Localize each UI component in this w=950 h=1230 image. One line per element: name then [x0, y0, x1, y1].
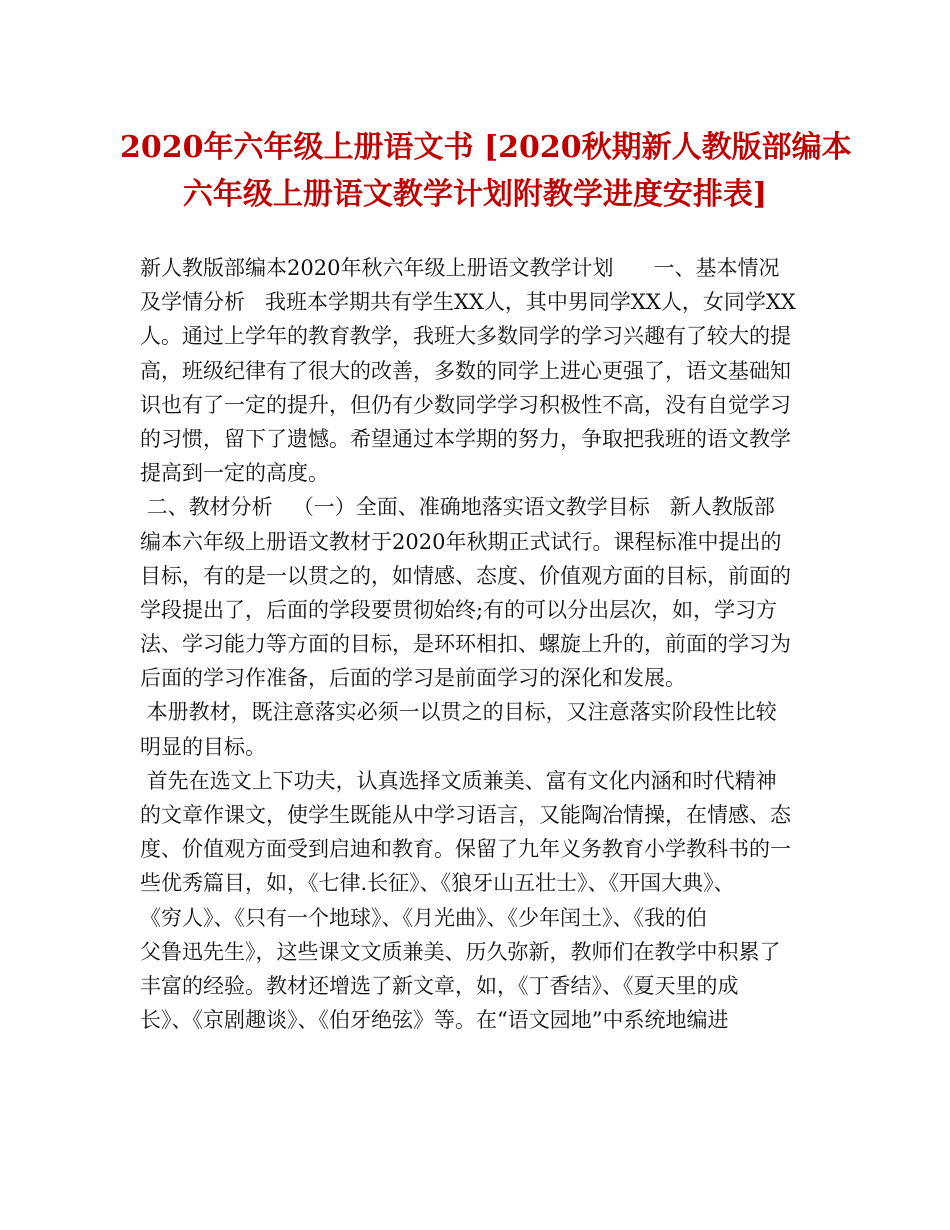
- body-line: 提高到一定的高度。: [140, 461, 329, 486]
- body-line: 识也有了一定的提升，但仍有少数同学学习积极性不高，没有自觉学习: [140, 392, 791, 417]
- body-line: 些优秀篇目，如，《七律.长征》、《狼牙山五壮士》、《开国大典》、: [140, 871, 735, 896]
- body-line: 高，班级纪律有了很大的改善，多数的同学上进心更强了，语文基础知: [140, 358, 791, 383]
- body-line: 的文章作课文，使学生既能从中学习语言，又能陶冶情操，在情感、态: [140, 803, 791, 827]
- body-line: 明显的目标。: [140, 734, 266, 759]
- body-line: 丰富的经验。教材还增选了新文章，如，《丁香结》、《夏天里的成: [140, 973, 739, 998]
- body-line: 及学情分析 我班本学期共有学生XX人，其中男同学XX人，女同学XX: [140, 290, 796, 315]
- body-line: 目标，有的是一以贯之的，如情感、态度、价值观方面的目标，前面的: [140, 563, 791, 588]
- title-line-1: 2020年六年级上册语文书 [2020秋期新人教版部编本: [120, 130, 852, 165]
- body-line: 人。通过上学年的教育教学，我班大多数同学的学习兴趣有了较大的提: [140, 324, 791, 349]
- document-body: [140, 251, 820, 1037]
- document-title: [120, 124, 852, 218]
- body-line: 本册教材，既注意落实必须一以贯之的目标，又注意落实阶段性比较: [140, 700, 777, 725]
- body-line: 《穷人》、《只有一个地球》、《月光曲》、《少年闰土》、《我的伯: [140, 905, 707, 930]
- body-line: 首先在选文上下功夫，认真选择文质兼美、富有文化内涵和时代精神: [140, 768, 777, 793]
- body-line: 后面的学习作准备，后面的学习是前面学习的深化和发展。: [140, 666, 686, 691]
- body-line: 父鲁迅先生》，这些课文文质兼美、历久弥新，教师们在教学中积累了: [140, 939, 781, 964]
- body-line: 新人教版部编本2020年秋六年级上册语文教学计划 一、基本情况: [140, 256, 780, 280]
- body-line: 二、教材分析 （一）全面、准确地落实语文教学目标 新人教版部: [140, 495, 775, 520]
- body-line: 长》、《京剧趣谈》、《伯牙绝弦》等。在“语文园地”中系统地编进: [140, 1008, 729, 1033]
- body-line: 度、价值观方面受到启迪和教育。保留了九年义务教育小学教科书的一: [140, 837, 791, 862]
- body-line: 法、学习能力等方面的目标，是环环相扣、螺旋上升的，前面的学习为: [140, 632, 791, 657]
- title-line-2: 六年级上册语文教学计划附教学进度安排表]: [182, 177, 768, 212]
- body-line: 学段提出了，后面的学段要贯彻始终;有的可以分出层次，如，学习方: [140, 597, 778, 622]
- body-line: 的习惯，留下了遗憾。希望通过本学期的努力，争取把我班的语文教学: [140, 426, 791, 451]
- body-line: 编本六年级上册语文教材于2020年秋期正式试行。课程标准中提出的: [140, 529, 782, 554]
